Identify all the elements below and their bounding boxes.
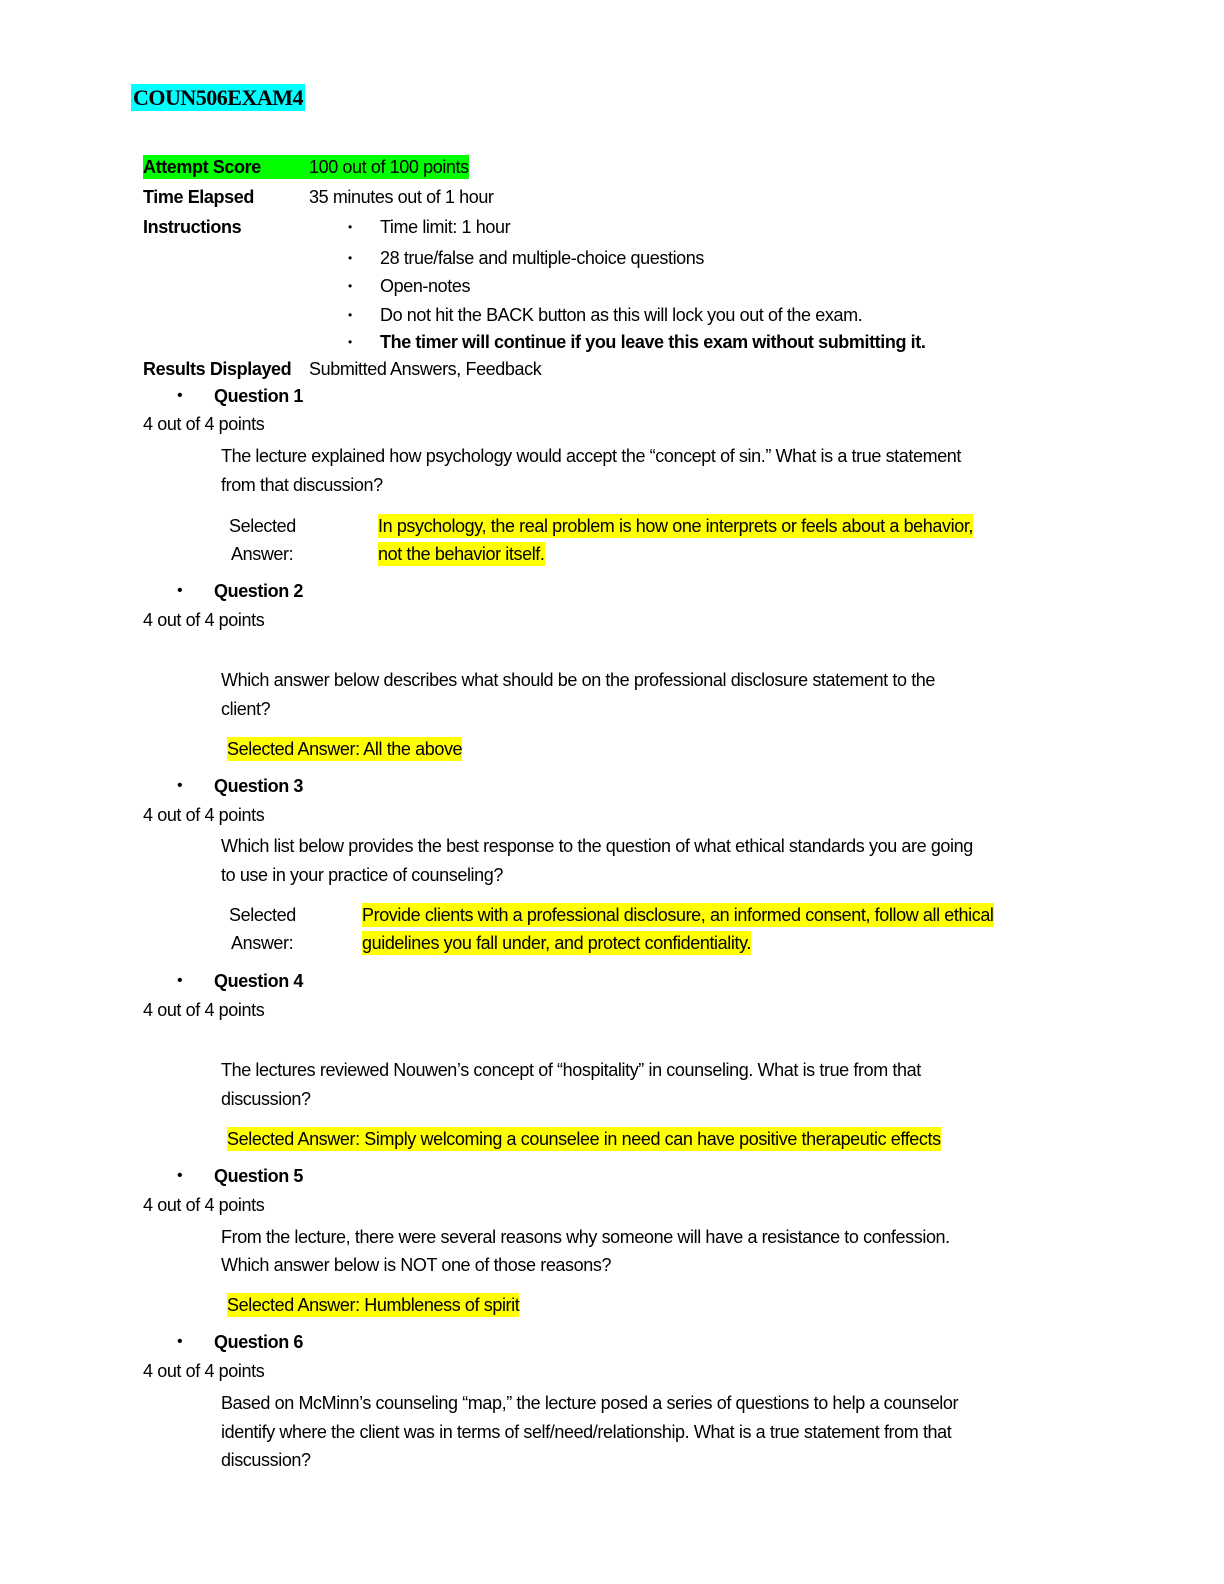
bullet-icon: •: [348, 220, 353, 234]
question-text: Based on McMinn’s counseling “map,” the lecture posed a series of questions to help a counselor: [221, 1393, 959, 1413]
bullet-icon: •: [348, 251, 353, 265]
question-text: to use in your practice of counseling?: [221, 865, 503, 885]
bullet-icon: •: [177, 1333, 183, 1350]
selected-answer: Selected Answer: All the above: [227, 739, 463, 759]
instruction-item: The timer will continue if you leave this exam without submitting it.: [380, 332, 926, 352]
question-text: from that discussion?: [221, 475, 383, 495]
selected-answer: not the behavior itself.: [378, 544, 545, 564]
instruction-item: Time limit: 1 hour: [380, 217, 511, 237]
question-text: client?: [221, 699, 271, 719]
question-label: Question 1: [214, 386, 304, 406]
question-points: 4 out of 4 points: [143, 414, 265, 434]
selected-answer: guidelines you fall under, and protect confidentiality.: [362, 933, 751, 953]
question-text: identify where the client was in terms of self/need/relationship. What is a true statement from that: [221, 1422, 952, 1442]
question-points: 4 out of 4 points: [143, 610, 265, 630]
bullet-icon: •: [177, 777, 183, 794]
question-label: Question 3: [214, 776, 304, 796]
attempt-score-value: 100 out of 100 points: [309, 157, 469, 177]
document-title: COUN506EXAM4: [133, 85, 303, 110]
question-label: Question 2: [214, 581, 304, 601]
instruction-item: Open-notes: [380, 276, 471, 296]
question-points: 4 out of 4 points: [143, 1000, 265, 1020]
instruction-item: 28 true/false and multiple-choice questions: [380, 248, 705, 268]
time-elapsed-value: 35 minutes out of 1 hour: [309, 187, 494, 207]
instruction-item: Do not hit the BACK button as this will lock you out of the exam.: [380, 305, 863, 325]
question-text: discussion?: [221, 1089, 311, 1109]
results-displayed-value: Submitted Answers, Feedback: [309, 359, 542, 379]
question-text: Which answer below is NOT one of those reasons?: [221, 1255, 612, 1275]
selected-answer-label: Selected: [229, 905, 296, 925]
selected-answer: In psychology, the real problem is how one interprets or feels about a behavior,: [378, 516, 974, 536]
question-points: 4 out of 4 points: [143, 1195, 265, 1215]
bullet-icon: •: [348, 335, 353, 349]
time-elapsed-label: Time Elapsed: [143, 187, 254, 207]
selected-answer-label: Answer:: [231, 933, 294, 953]
bullet-icon: •: [348, 308, 353, 322]
attempt-score-label: Attempt Score: [143, 155, 309, 179]
question-text: Which answer below describes what should be on the professional disclosure statement to the: [221, 670, 936, 690]
question-text: The lecture explained how psychology would accept the “concept of sin.” What is a true statement: [221, 446, 962, 466]
question-text: The lectures reviewed Nouwen’s concept of “hospitality” in counseling. What is true from that: [221, 1060, 921, 1080]
question-text: From the lecture, there were several reasons why someone will have a resistance to confession.: [221, 1227, 950, 1247]
question-label: Question 6: [214, 1332, 304, 1352]
selected-answer: Provide clients with a professional disclosure, an informed consent, follow all ethical: [362, 905, 994, 925]
question-points: 4 out of 4 points: [143, 1361, 265, 1381]
bullet-icon: •: [348, 279, 353, 293]
question-text: Which list below provides the best response to the question of what ethical standards you are going: [221, 836, 973, 856]
question-label: Question 5: [214, 1166, 304, 1186]
selected-answer: Selected Answer: Simply welcoming a counselee in need can have positive therapeutic effects: [227, 1129, 941, 1149]
question-label: Question 4: [214, 971, 304, 991]
selected-answer-label: Selected: [229, 516, 296, 536]
bullet-icon: •: [177, 1167, 183, 1184]
selected-answer: Selected Answer: Humbleness of spirit: [227, 1295, 520, 1315]
question-points: 4 out of 4 points: [143, 805, 265, 825]
selected-answer-label: Answer:: [231, 544, 294, 564]
question-text: discussion?: [221, 1450, 311, 1470]
results-displayed-label: Results Displayed: [143, 359, 292, 379]
instructions-label: Instructions: [143, 217, 242, 237]
bullet-icon: •: [177, 582, 183, 599]
bullet-icon: •: [177, 387, 183, 404]
bullet-icon: •: [177, 972, 183, 989]
